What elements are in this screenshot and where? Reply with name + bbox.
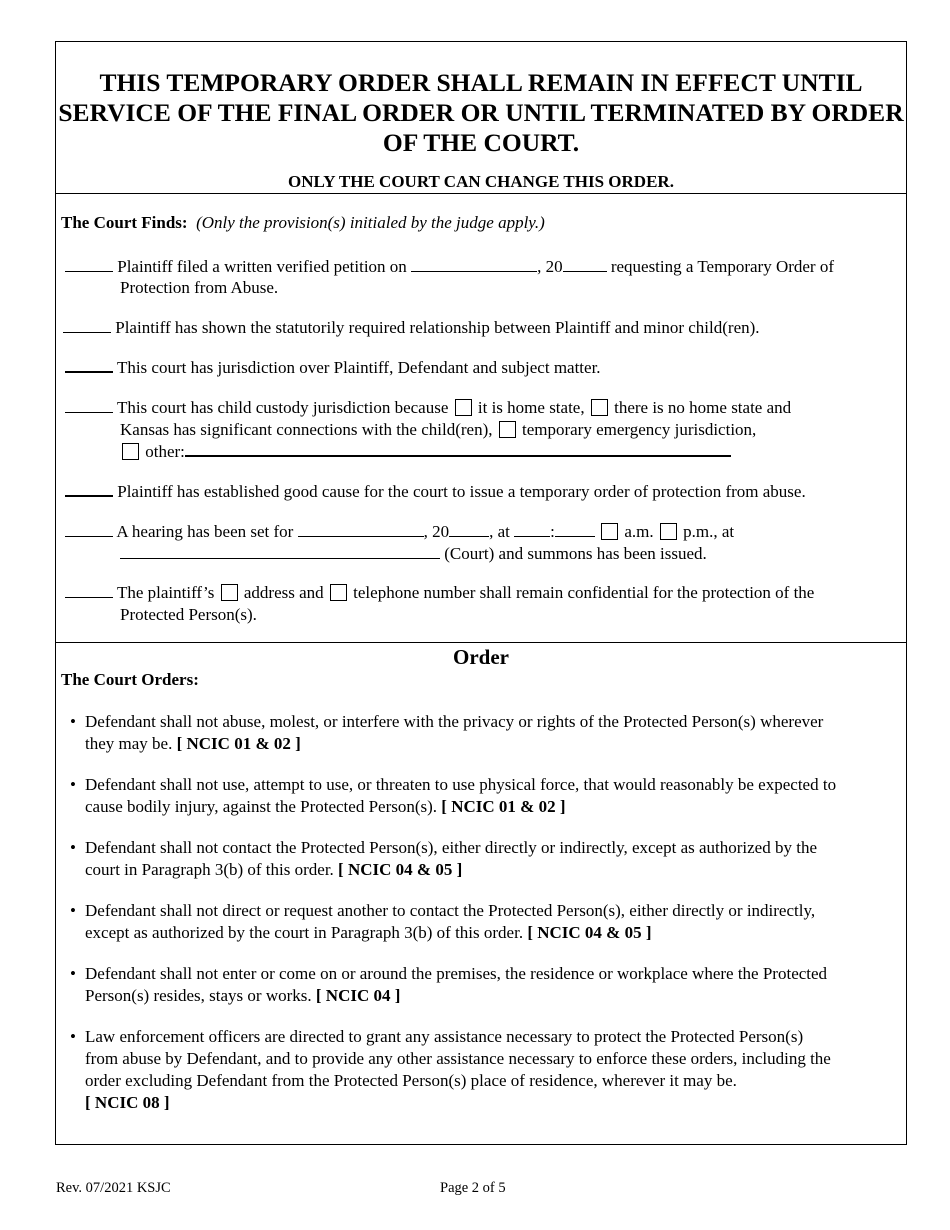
order-text: order excluding Defendant from the Protected Person(s) place of residence, wherever it may be.: [85, 1071, 737, 1090]
header-section: [56, 42, 906, 194]
order-text: Person(s) resides, stays or works.: [85, 986, 312, 1005]
order-text: court in Paragraph 3(b) of this order.: [85, 860, 334, 879]
ncic-code: [ NCIC 04 & 05 ]: [527, 923, 652, 942]
hearing-year-blank[interactable]: [449, 522, 489, 537]
initial-blank[interactable]: [63, 318, 111, 333]
finding-text: , at: [489, 522, 510, 541]
order-text: Defendant shall not direct or request another to contact the Protected Person(s), either directly or indirectly,: [85, 901, 816, 920]
finding-hearing: [65, 521, 734, 543]
ncic-code: [ NCIC 01 & 02 ]: [441, 797, 566, 816]
petition-date-blank[interactable]: [411, 257, 537, 272]
hearing-hour-blank[interactable]: [514, 522, 550, 537]
finding-text: Plaintiff has shown the statutorily required relationship between Plaintiff and minor child(ren).: [115, 318, 760, 337]
revision-label: Rev. 07/2021 KSJC: [56, 1180, 171, 1196]
pm-checkbox[interactable]: [660, 523, 677, 540]
no-home-state-checkbox[interactable]: [591, 399, 608, 416]
orders-label-text: The Court Orders:: [61, 670, 199, 689]
finding-custody-cont: [120, 419, 756, 441]
initial-blank[interactable]: [65, 357, 113, 373]
hearing-court-blank[interactable]: [120, 544, 440, 559]
emergency-jurisdiction-checkbox[interactable]: [499, 421, 516, 438]
finding-text: Kansas has significant connections with the child(ren),: [120, 420, 493, 439]
time-colon: :: [550, 522, 555, 541]
initial-blank[interactable]: [65, 398, 113, 413]
ncic-code: [ NCIC 04 & 05 ]: [338, 860, 463, 879]
option-label: p.m., at: [683, 522, 735, 541]
option-label: other:: [145, 442, 185, 461]
finding-text: Plaintiff filed a written verified petition on: [117, 257, 407, 276]
orders-label: [61, 669, 199, 691]
finding-petition-cont: Protection from Abuse.: [120, 278, 279, 297]
finding-text: This court has child custody jurisdiction because: [116, 398, 449, 417]
hearing-minute-blank[interactable]: [555, 522, 595, 537]
finding-confidential: [65, 582, 814, 604]
other-jurisdiction-checkbox[interactable]: [122, 443, 139, 460]
finding-custody-jurisdiction: [65, 397, 791, 419]
court-findings-section: [56, 194, 906, 643]
petition-year-blank[interactable]: [563, 257, 607, 272]
finding-hearing-cont: [120, 543, 707, 565]
bullet: •: [70, 712, 76, 731]
option-label: there is no home state and: [614, 398, 792, 417]
hearing-date-blank[interactable]: [298, 522, 424, 537]
finding-text: The plaintiff’s: [116, 583, 215, 602]
ncic-code: [ NCIC 01 & 02 ]: [176, 734, 301, 753]
order-text: except as authorized by the court in Paragraph 3(b) of this order.: [85, 923, 524, 942]
order-text: Law enforcement officers are directed to grant any assistance necessary to protect the Protected Person(s): [85, 1027, 804, 1046]
option-label: temporary emergency jurisdiction,: [521, 420, 757, 439]
finding-text: , 20: [423, 522, 450, 541]
finding-text: Plaintiff has established good cause for the court to issue a temporary order of protection from abuse.: [117, 482, 806, 501]
order-duration-title: [56, 68, 906, 158]
am-checkbox[interactable]: [601, 523, 618, 540]
option-label: it is home state,: [477, 398, 585, 417]
bullet: •: [70, 964, 76, 983]
order-text: from abuse by Defendant, and to provide any other assistance necessary to enforce these orders, including the: [85, 1049, 831, 1068]
ncic-code: [ NCIC 04 ]: [315, 986, 401, 1005]
address-checkbox[interactable]: [221, 584, 238, 601]
finding-confidential-cont: Protected Person(s).: [120, 605, 257, 624]
order-text: cause bodily injury, against the Protected Person(s).: [85, 797, 438, 816]
finding-text: , 20: [537, 257, 563, 276]
initial-blank[interactable]: [65, 481, 113, 497]
finding-text: (Court) and summons has been issued.: [444, 544, 707, 563]
bullet: •: [70, 901, 76, 920]
order-title: Order: [453, 645, 509, 669]
order-text: Defendant shall not use, attempt to use, or threaten to use physical force, that would reasonably be expected to: [85, 775, 837, 794]
option-label: address and: [243, 583, 324, 602]
ncic-code: [ NCIC 08 ]: [85, 1093, 170, 1112]
subtitle: ONLY THE COURT CAN CHANGE THIS ORDER.: [288, 172, 674, 191]
initial-blank[interactable]: [65, 583, 113, 598]
bullet: •: [70, 1027, 76, 1046]
finding-jurisdiction: [65, 357, 601, 379]
finding-text: requesting a Temporary Order of: [610, 257, 835, 276]
title-line: SERVICE OF THE FINAL ORDER OR UNTIL TERMINATED BY ORDER: [58, 98, 904, 127]
page-number: Page 2 of 5: [440, 1180, 506, 1196]
option-label: telephone number shall remain confidential for the protection of the: [353, 583, 815, 602]
finding-good-cause: [65, 481, 806, 503]
order-text: Defendant shall not contact the Protected Person(s), either directly or indirectly, except as authorized by the: [85, 838, 817, 857]
bullet: •: [70, 838, 76, 857]
order-text: Defendant shall not enter or come on or around the premises, the residence or workplace where the Protected: [85, 964, 828, 983]
finding-text: A hearing has been set for: [116, 522, 294, 541]
title-line: OF THE COURT.: [382, 128, 580, 157]
findings-note: (Only the provision(s) initialed by the judge apply.): [196, 213, 545, 232]
finding-relationship: [63, 317, 760, 339]
initial-blank[interactable]: [65, 522, 113, 537]
option-label: a.m.: [624, 522, 654, 541]
finding-custody-other: [120, 441, 731, 463]
bullet: •: [70, 775, 76, 794]
home-state-checkbox[interactable]: [455, 399, 472, 416]
other-jurisdiction-blank[interactable]: [185, 441, 731, 457]
finding-text: This court has jurisdiction over Plaintiff, Defendant and subject matter.: [116, 358, 601, 377]
findings-heading: [61, 212, 545, 234]
telephone-checkbox[interactable]: [330, 584, 347, 601]
initial-blank[interactable]: [65, 257, 113, 272]
findings-label: The Court Finds:: [61, 213, 188, 232]
title-line: THIS TEMPORARY ORDER SHALL REMAIN IN EFFECT UNTIL: [99, 68, 863, 97]
finding-petition: [65, 256, 834, 278]
order-text: they may be.: [85, 734, 173, 753]
form-frame: [55, 41, 907, 1145]
order-text: Defendant shall not abuse, molest, or interfere with the privacy or rights of the Protected Person(s) wherever: [85, 712, 824, 731]
